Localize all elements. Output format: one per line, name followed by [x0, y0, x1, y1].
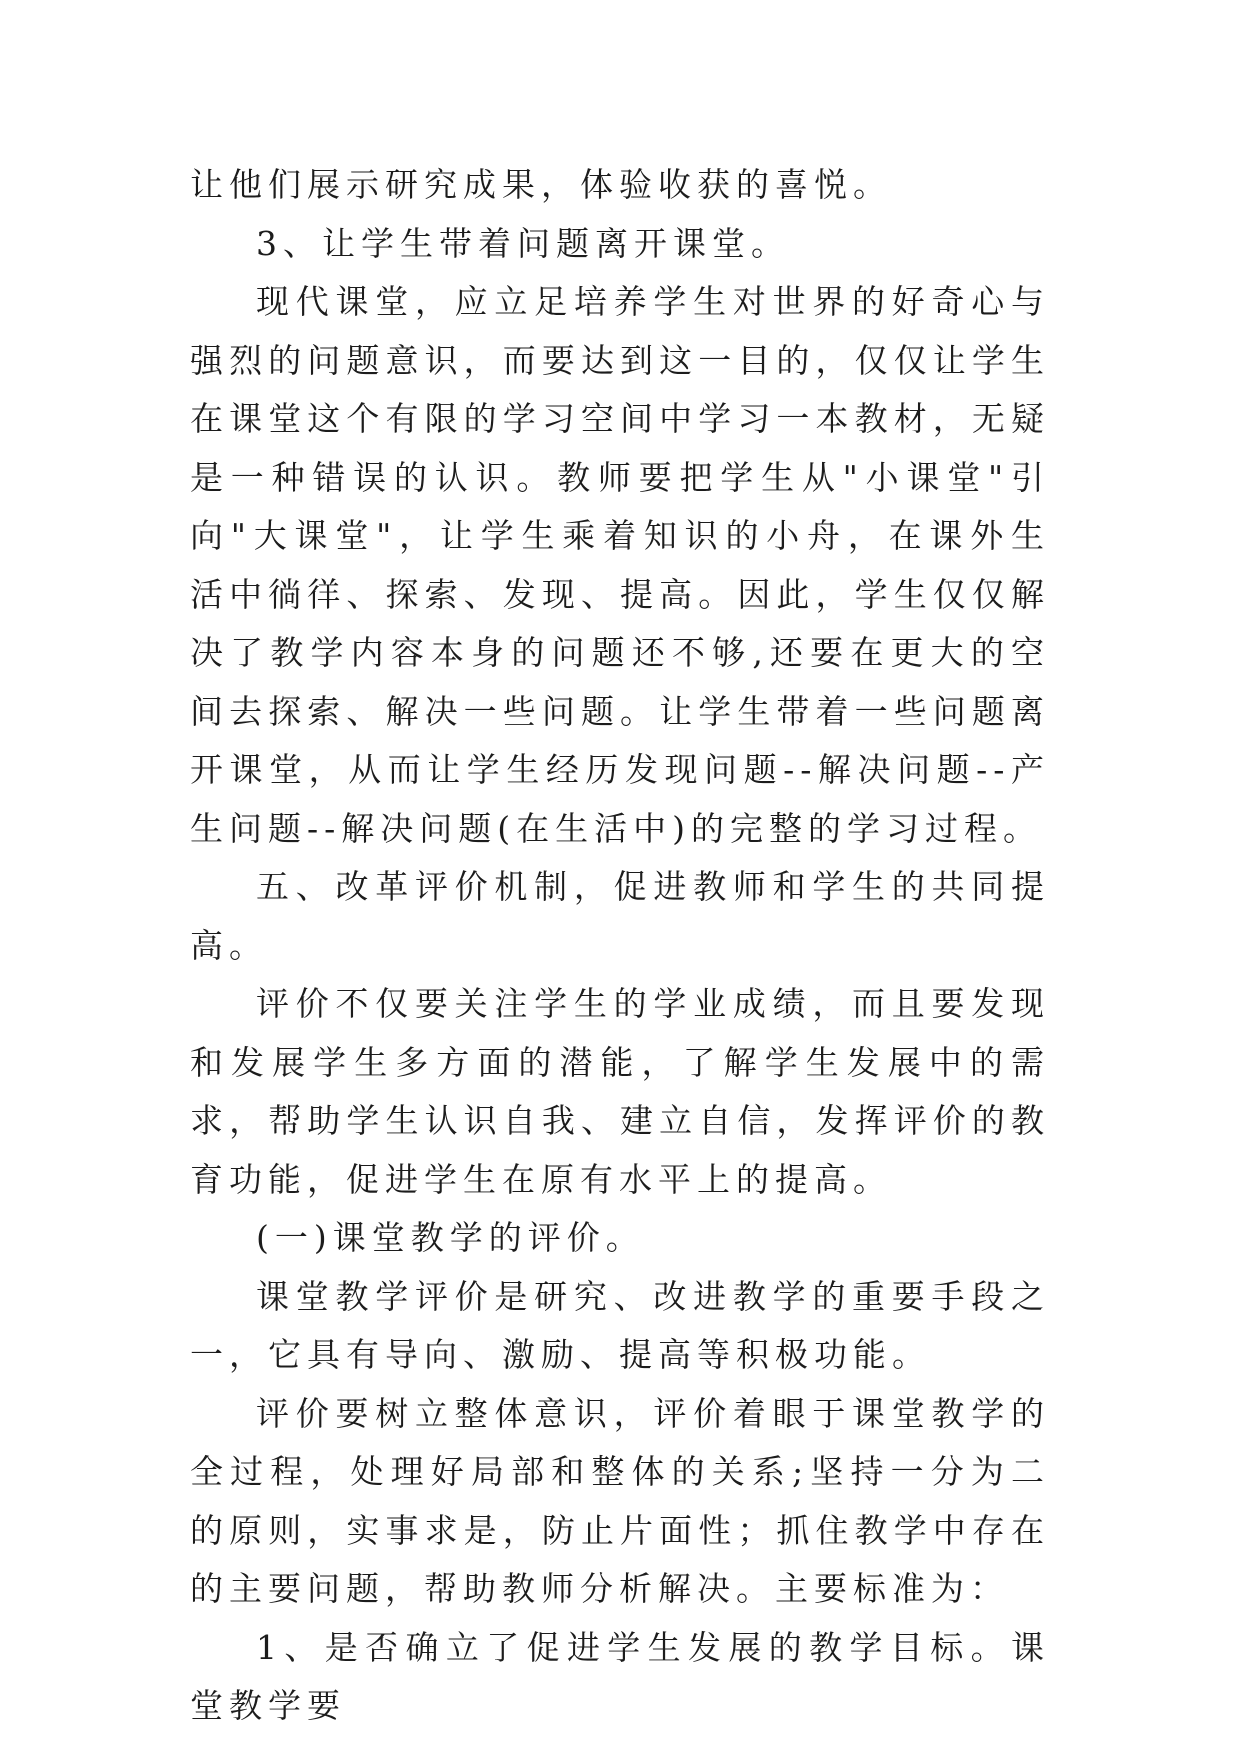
paragraph-classroom-evaluation: 课堂教学评价是研究、改进教学的重要手段之一，它具有导向、激励、提高等积极功能。 [190, 1276, 1050, 1374]
paragraph-evaluation: 评价不仅要关注学生的学业成绩，而且要发现和发展学生多方面的潜能，了解学生发展中的需求，帮助学生认识自我、建立自信，发挥评价的教育功能，促进学生在原有水平上的提高。 [190, 984, 1050, 1199]
paragraph-evaluation-standards: 评价要树立整体意识，评价着眼于课堂教学的全过程，处理好局部和整体的关系;坚持一分为二的原则，实事求是，防止片面性；抓住教学中存在的主要问题，帮助教师分析解决。主要标准为： [190, 1393, 1050, 1608]
subsection-one-heading: (一)课堂教学的评价。 [256, 1218, 645, 1257]
paragraph-item-1: 1、是否确立了促进学生发展的教学目标。课堂教学要 [190, 1627, 1050, 1725]
paragraph-modern-classroom: 现代课堂，应立足培养学生对世界的好奇心与强烈的问题意识，而要达到这一目的，仅仅让学生在课堂这个有限的学习空间中学习一本教材，无疑是一种错误的认识。教师要把学生从"小课堂"引向"大课堂"，让学生乘着知识的小舟，在课外生活中徜徉、探索、发现、提高。因此，学生仅仅解决了教学内容本身的问题还不够,还要在更大的空间去探索、解决一些问题。让学生带着一些问题离开课堂，从而让学生经历发现问题--解决问题--产生问题--解决问题(在生活中)的完整的学习过程。 [190, 282, 1050, 848]
paragraph-item-3-heading: 3、让学生带着问题离开课堂。 [256, 223, 790, 263]
document-body [190, 156, 1050, 1736]
section-five-heading: 五、改革评价机制，促进教师和学生的共同提高。 [190, 867, 1050, 965]
paragraph-continuation: 让他们展示研究成果，体验收获的喜悦。 [190, 165, 892, 204]
